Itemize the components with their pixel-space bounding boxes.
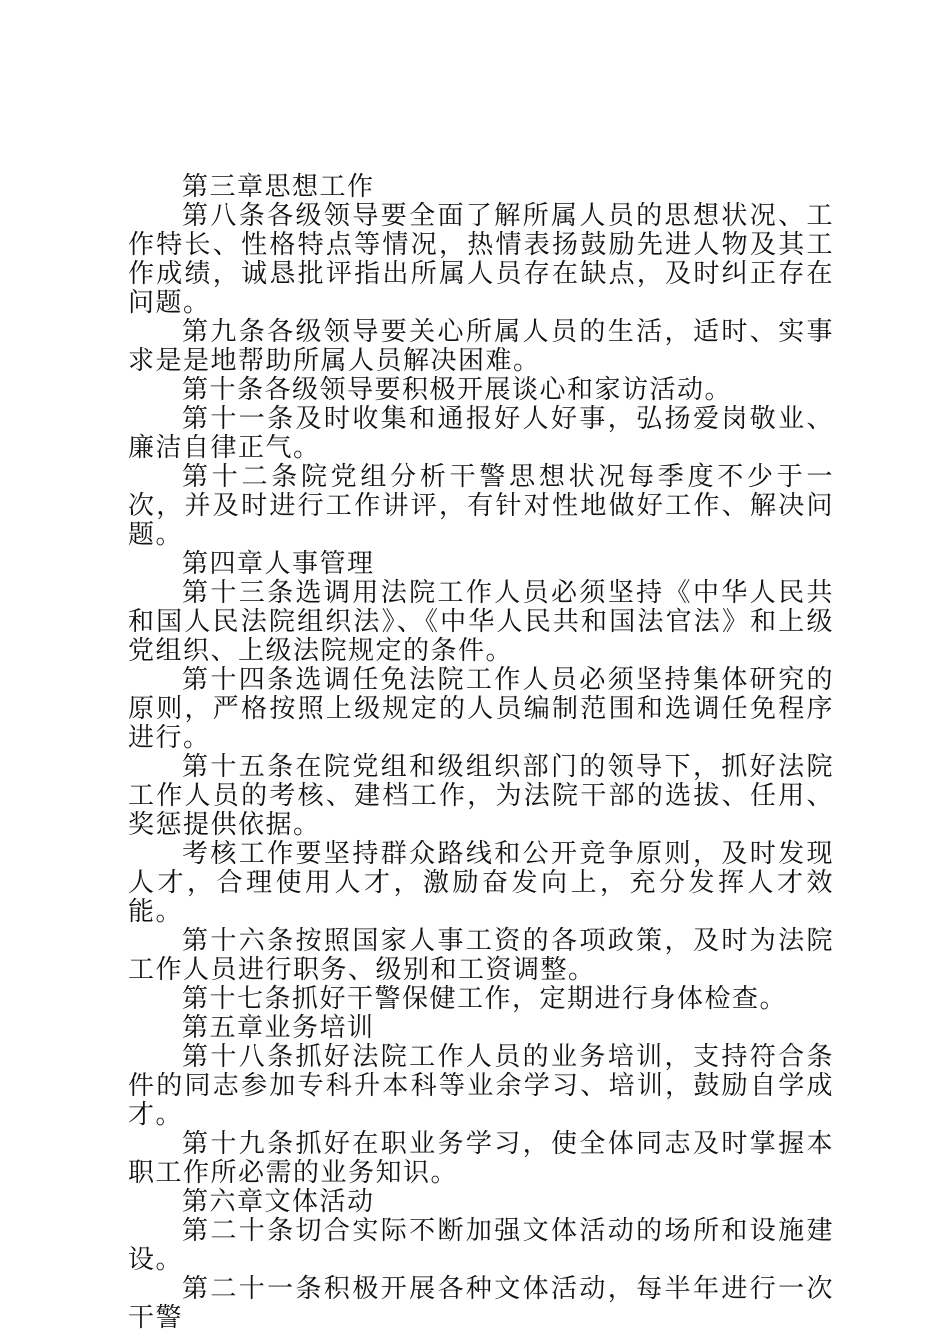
article-18: 第十八条抓好法院工作人员的业务培训，支持符合条件的同志参加专科升本科等业余学习、培训，鼓励自学成才。 — [128, 1042, 834, 1130]
article-14: 第十四条选调任免法院工作人员必须坚持集体研究的原则，严格按照上级规定的人员编制范围和选调任免程序进行。 — [128, 665, 834, 753]
article-16: 第十六条按照国家人事工资的各项政策，及时为法院工作人员进行职务、级别和工资调整。 — [128, 926, 834, 985]
chapter-heading-5: 第五章业务培训 — [182, 1013, 375, 1043]
article-13: 第十三条选调用法院工作人员必须坚持《中华人民共和国人民法院组织法》、《中华人民共和国法官法》和上级党组织、上级法院规定的条件。 — [128, 578, 834, 666]
chapter-heading-3: 第三章思想工作 — [182, 172, 375, 202]
article-15: 第十五条在院党组和级组织部门的领导下，抓好法院工作人员的考核、建档工作，为法院干部的选拔、任用、奖惩提供依据。 — [128, 752, 834, 840]
article-10: 第十条各级领导要积极开展谈心和家访活动。 — [182, 375, 733, 405]
article-19: 第十九条抓好在职业务学习，使全体同志及时掌握本职工作所必需的业务知识。 — [128, 1129, 834, 1188]
article-17: 第十七条抓好干警保健工作，定期进行身体检查。 — [182, 984, 788, 1014]
document-body — [128, 173, 834, 1333]
chapter-heading-4: 第四章人事管理 — [182, 549, 375, 579]
assessment-paragraph: 考核工作要坚持群众路线和公开竞争原则，及时发现人才，合理使用人才，激励奋发向上，充分发挥人才效能。 — [128, 839, 834, 927]
article-20: 第二十条切合实际不断加强文体活动的场所和设施建设。 — [128, 1216, 834, 1275]
article-12: 第十二条院党组分析干警思想状况每季度不少于一次，并及时进行工作讲评，有针对性地做好工作、解决问题。 — [128, 462, 834, 550]
article-9: 第九条各级领导要关心所属人员的生活，适时、实事求是是地帮助所属人员解决困难。 — [128, 317, 834, 376]
article-8: 第八条各级领导要全面了解所属人员的思想状况、工作特长、性格特点等情况，热情表扬鼓励先进人物及其工作成绩，诚恳批评指出所属人员存在缺点，及时纠正存在问题。 — [128, 201, 834, 318]
article-11: 第十一条及时收集和通报好人好事，弘扬爱岗敬业、廉洁自律正气。 — [128, 404, 834, 463]
chapter-heading-6: 第六章文体活动 — [182, 1187, 375, 1217]
article-21: 第二十一条积极开展各种文体活动，每半年进行一次干警 — [128, 1274, 834, 1333]
